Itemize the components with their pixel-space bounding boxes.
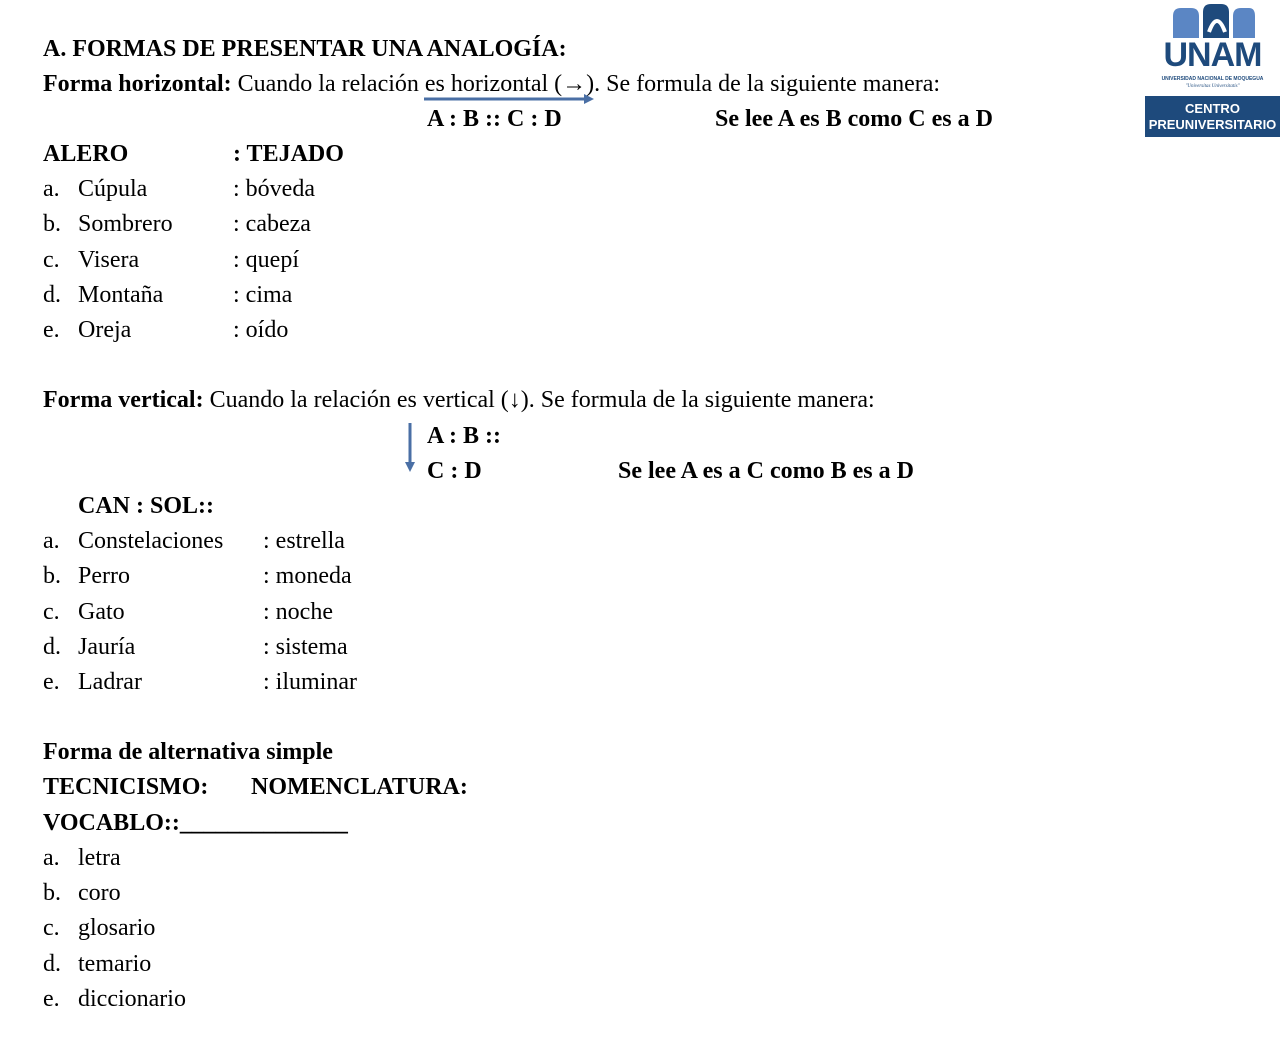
option-letter: a. (43, 845, 60, 871)
option-right: : cima (233, 282, 293, 308)
option-left: Oreja (78, 317, 132, 343)
logo-subtitle: UNIVERSIDAD NACIONAL DE MOQUEGUA (1161, 76, 1264, 82)
horizontal-description: Cuando la relación es horizontal (→). Se formula de la siguiente manera: (231, 71, 941, 97)
option-left: Visera (78, 247, 140, 273)
option-right: : quepí (233, 247, 299, 273)
option-text: diccionario (78, 986, 186, 1012)
option-text: coro (78, 880, 121, 906)
logo-motto: "Universitas Universitatis" (1185, 84, 1240, 89)
option-right: : iluminar (263, 669, 357, 695)
vertical-premise: CAN : SOL:: (78, 493, 214, 519)
option-left: Jauría (78, 634, 136, 660)
page-title: A. FORMAS DE PRESENTAR UNA ANALOGÍA: (43, 36, 567, 62)
option-left: Montaña (78, 282, 164, 308)
option-letter: c. (43, 915, 60, 941)
horizontal-formula: A : B :: C : D (427, 106, 562, 132)
logo-band-line2: PREUNIVERSITARIO (1148, 117, 1277, 132)
logo-band-line1: CENTRO (1185, 101, 1240, 116)
option-letter: a. (43, 176, 60, 202)
option-letter: c. (43, 599, 60, 625)
option-letter: a. (43, 528, 60, 554)
unam-logo (1145, 2, 1280, 137)
horizontal-premise-right: : TEJADO (233, 141, 344, 167)
option-letter: c. (43, 247, 60, 273)
logo-band (1145, 96, 1280, 137)
option-left: Ladrar (78, 669, 142, 695)
option-right: : sistema (263, 634, 348, 660)
option-left: Perro (78, 563, 130, 589)
logo-name: UNAM (1163, 36, 1262, 74)
horizontal-premise-left: ALERO (43, 141, 129, 167)
vertical-formula-bottom: C : D (427, 458, 482, 484)
option-text: glosario (78, 915, 156, 941)
option-right: : oído (233, 317, 289, 343)
vertical-formula-top: A : B :: (427, 423, 501, 449)
option-letter: d. (43, 282, 61, 308)
option-right: : moneda (263, 563, 352, 589)
simple-question: VOCABLO::______________ (43, 810, 348, 836)
vertical-reading: Se lee A es a C como B es a D (618, 458, 914, 484)
option-right: : bóveda (233, 176, 315, 202)
option-right: : cabeza (233, 211, 311, 237)
option-text: temario (78, 951, 152, 977)
vertical-heading: Forma vertical: (43, 387, 204, 413)
option-left: Sombrero (78, 211, 173, 237)
simple-premise-left: TECNICISMO: (43, 774, 209, 800)
option-letter: e. (43, 669, 60, 695)
option-left: Constelaciones (78, 528, 224, 554)
option-right: : noche (263, 599, 333, 625)
option-left: Cúpula (78, 176, 148, 202)
horizontal-arrow-icon (420, 92, 600, 106)
simple-premise-right: NOMENCLATURA: (251, 774, 468, 800)
option-letter: b. (43, 880, 61, 906)
option-left: Gato (78, 599, 125, 625)
vertical-intro (43, 386, 875, 414)
vertical-description: Cuando la relación es vertical (↓). Se formula de la siguiente manera: (203, 387, 875, 413)
vertical-arrow-icon (402, 420, 418, 476)
horizontal-reading: Se lee A es B como C es a D (715, 106, 993, 132)
option-letter: e. (43, 317, 60, 343)
horizontal-heading: Forma horizontal: (43, 71, 232, 97)
option-letter: b. (43, 563, 61, 589)
option-right: : estrella (263, 528, 345, 554)
option-text: letra (78, 845, 121, 871)
option-letter: e. (43, 986, 60, 1012)
simple-heading: Forma de alternativa simple (43, 739, 333, 765)
option-letter: d. (43, 951, 61, 977)
option-letter: d. (43, 634, 61, 660)
option-letter: b. (43, 211, 61, 237)
